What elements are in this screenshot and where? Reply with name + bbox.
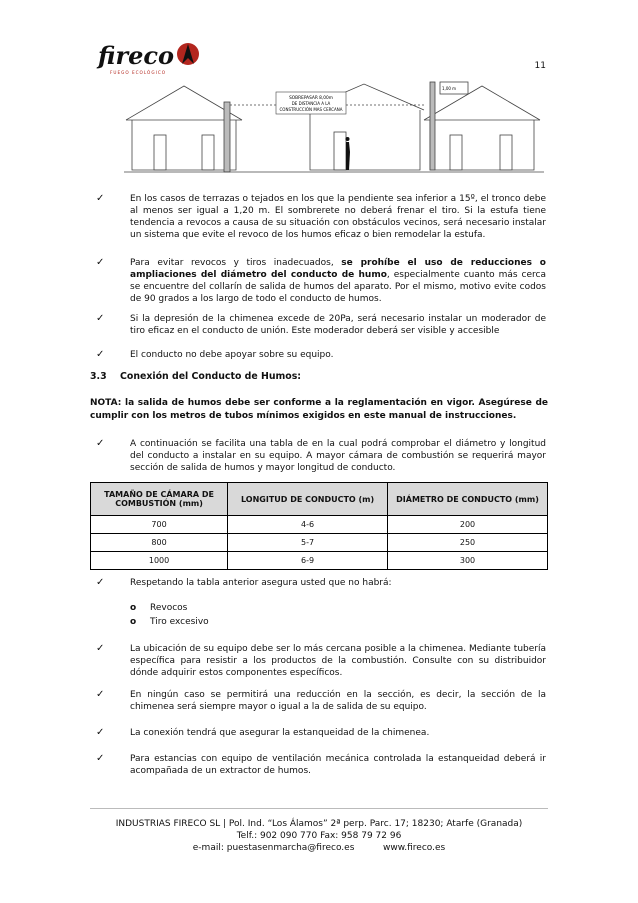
checkmark-icon: ✓ — [96, 349, 105, 360]
illus-label-bot: CONSTRUCCIÓN MAS CERCANA — [279, 107, 343, 112]
circle-bullet-icon: o — [130, 617, 137, 627]
bullet-text: En ningún caso se permitirá una reducción en la sección, es decir, la sección de la chimenea será siempre mayor o igual a la de salida de su equipo. — [130, 690, 546, 712]
page-number: 11 — [534, 61, 546, 71]
table-cell: 250 — [388, 534, 548, 552]
table-header: LONGITUD DE CONDUCTO (m) — [228, 483, 388, 516]
bullet-table-intro — [96, 438, 546, 474]
table-row — [91, 516, 548, 534]
table-row — [91, 552, 548, 570]
bullet-apoyar — [96, 349, 546, 361]
fireco-logo — [96, 38, 206, 78]
bullet-reduccion — [96, 689, 546, 713]
checkmark-icon: ✓ — [96, 577, 105, 588]
checkmark-icon: ✓ — [96, 313, 105, 324]
table-row — [91, 534, 548, 552]
table-cell: 5-7 — [228, 534, 388, 552]
footer — [90, 818, 548, 854]
section-heading — [90, 371, 301, 382]
bullet-estanqueidad — [96, 727, 546, 739]
checkmark-icon: ✓ — [96, 689, 105, 700]
bullet-respetando — [96, 577, 546, 589]
table-cell: 4-6 — [228, 516, 388, 534]
illus-label-mid: DE DISTANCIA A LA — [291, 101, 331, 106]
table-header: DIÁMETRO DE CONDUCTO (mm) — [388, 483, 548, 516]
footer-contact: e-mail: puestasenmarcha@fireco.es www.fireco.es — [192, 843, 446, 853]
chimney-distance-illustration — [124, 80, 544, 180]
table-cell: 1000 — [91, 552, 228, 570]
circle-bullet-icon: o — [130, 603, 137, 613]
logo-tagline: FUEGO ECOLÓGICO — [110, 70, 167, 75]
bullet-text: Si la depresión de la chimenea excede de 20Pa, será necesario instalar un moderador de tiro eficaz en el conducto de unión. Este moderador deberá ser visible y accesible — [130, 314, 546, 336]
checkmark-icon: ✓ — [96, 727, 105, 738]
table-cell: 200 — [388, 516, 548, 534]
table-header: TAMAÑO DE CÁMARA DE COMBUSTIÓN (mm) — [91, 483, 228, 516]
conduct-spec-table — [90, 482, 548, 570]
table-cell: 800 — [91, 534, 228, 552]
bullet-terrazas — [96, 193, 546, 241]
table-cell: 6-9 — [228, 552, 388, 570]
footer-phone: Telf.: 902 090 770 Fax: 958 79 72 96 — [236, 831, 402, 841]
bullet-text: La ubicación de su equipo debe ser lo más cercana posible a la chimenea. Mediante tubería específica para resistir a los productos de la combustión. Consulte con su distribuidor dónde adquirir estos componentes específicos. — [130, 644, 546, 678]
bullet-text: Para estancias con equipo de ventilación mecánica controlada la estanqueidad deberá ir acompañada de un extractor de humos. — [130, 754, 546, 776]
logo-wordmark: fireco — [98, 41, 174, 70]
bullet-text: Respetando la tabla anterior asegura usted que no habrá: — [130, 578, 392, 588]
table-cell: 300 — [388, 552, 548, 570]
checkmark-icon: ✓ — [96, 438, 105, 449]
bullet-revocos — [96, 257, 546, 305]
illus-dim-right: 1,00 m — [442, 86, 457, 91]
bullet-text-bold: se prohíbe el uso de reducciones o ampliaciones del diámetro del conducto de humo — [130, 258, 546, 280]
nota-paragraph: NOTA: la salida de humos debe ser conforme a la reglamentación en vigor. Asegúrese de cumplir con los metros de tubos mínimos exigidos en este manual de instrucciones. — [90, 398, 548, 421]
footer-divider — [90, 808, 548, 809]
bullet-text-post: , especialmente cuanto más cerca se encuentre del collarín de salida de humos del aparato. Por el mismo, motivo evite codos de 90 grados a los largo de todo el conducto de humos. — [130, 270, 546, 304]
checkmark-icon: ✓ — [96, 753, 105, 764]
footer-address: INDUSTRIAS FIRECO SL | Pol. Ind. “Los Álamos” 2ª perp. Parc. 17; 18230; Atarfe (Granada) — [115, 819, 523, 829]
bullet-text: La conexión tendrá que asegurar la estanqueidad de la chimenea. — [130, 728, 430, 738]
bullet-text: En los casos de terrazas o tejados en los que la pendiente sea inferior a 15º, el tronco debe al menos ser igual a 1,20 m. El sombrerete no deberá frenar el tiro. Si la estufa tiene tendencia a revocos a causa de su situación con obstáculos vecinos, será necesario instalar un sistema que evite el revoco de los humos eficaz o bien remodelar la estufa. — [130, 194, 546, 240]
bullet-depresion — [96, 313, 546, 337]
sub-item-text: Tiro excesivo — [150, 617, 209, 627]
section-number: 3.3 — [90, 371, 107, 382]
section-title: Conexión del Conducto de Humos: — [120, 371, 302, 382]
bullet-text-pre: Para evitar revocos y tiros inadecuados, — [130, 258, 342, 268]
bullet-ventilacion — [96, 753, 546, 777]
sub-item-revocos — [130, 603, 187, 613]
table-cell: 700 — [91, 516, 228, 534]
bullet-text: El conducto no debe apoyar sobre su equipo. — [130, 350, 334, 360]
sub-item-text: Revocos — [150, 603, 188, 613]
checkmark-icon: ✓ — [96, 257, 105, 268]
bullet-text: A continuación se facilita una tabla de en la cual podrá comprobar el diámetro y longitud del conducto a instalar en su equipo. A mayor cámara de combustión se requerirá mayor sección de salida de humos y mayor longitud de conducto. — [130, 439, 546, 473]
illus-label-top: SOBREPASAR 8,00m — [289, 96, 333, 101]
bullet-ubicacion — [96, 643, 546, 679]
checkmark-icon: ✓ — [96, 193, 105, 204]
sub-item-tiro — [130, 617, 209, 627]
checkmark-icon: ✓ — [96, 643, 105, 654]
